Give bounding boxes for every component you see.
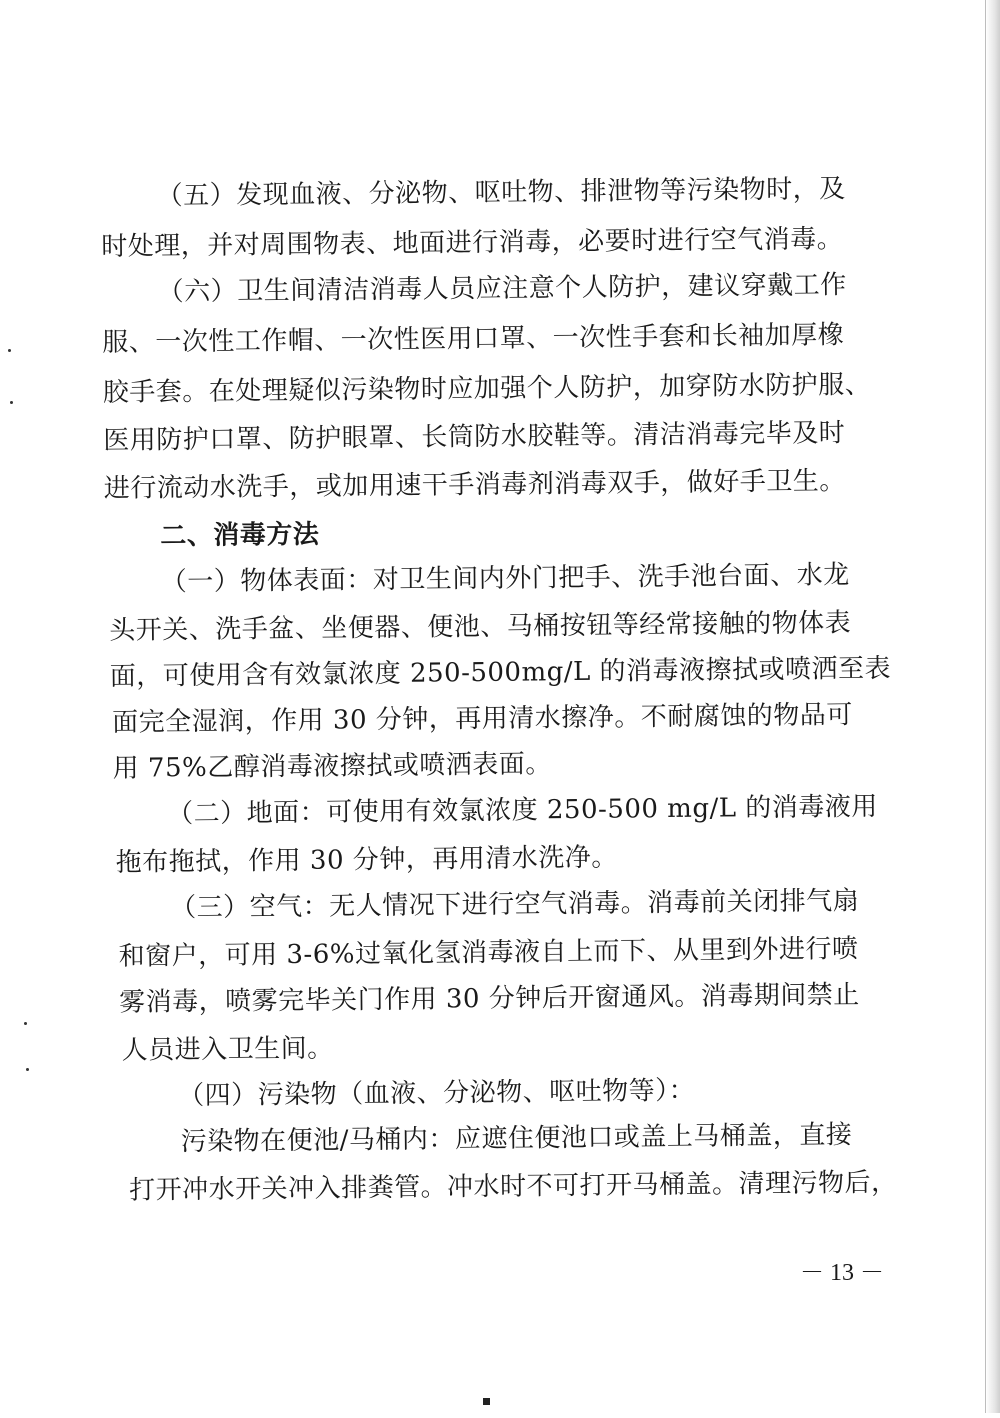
paragraph-6-line-5: 进行流动水洗手，或加用速干手消毒剂消毒双手，做好手卫生。 <box>103 466 846 504</box>
method-4-heading: （四）污染物（血液、分泌物、呕吐物等）： <box>177 1075 696 1112</box>
paragraph-6-line-3: 胶手套。在处理疑似污染物时应加强个人防护，加穿防水防护服、 <box>102 369 872 408</box>
method-2-line-2: 拖布拖拭，作用 30 分钟，再用清水洗净。 <box>115 842 618 878</box>
section-heading-disinfection-methods: 二、消毒方法 <box>160 519 320 552</box>
scan-speck <box>24 1022 27 1025</box>
scan-speck <box>10 401 13 404</box>
method-2-line-1: （二）地面：可使用有效氯浓度 250-500 mg/L 的消毒液用 <box>167 791 878 830</box>
method-3-line-1: （三）空气：无人情况下进行空气消毒。消毒前关闭排气扇 <box>170 886 860 924</box>
paragraph-5-line-1: （五）发现血液、分泌物、呕吐物、排泄物等污染物时，及 <box>156 174 846 212</box>
method-1-line-5: 用 75%乙醇消毒液擦拭或喷洒表面。 <box>112 749 552 784</box>
scan-speck <box>8 349 11 352</box>
paragraph-6-line-4: 医用防护口罩、防护眼罩、长筒防水胶鞋等。清洁消毒完毕及时 <box>103 418 846 456</box>
method-4-line-1: 污染物在便池/马桶内：应遮住便池口或盖上马桶盖，直接 <box>180 1120 853 1158</box>
method-1-line-3: 面，可使用含有效氯浓度 250-500mg/L 的消毒液擦拭或喷洒至表 <box>109 653 892 692</box>
scan-bottom-mark <box>483 1398 490 1405</box>
method-1-line-1: （一）物体表面：对卫生间内外门把手、洗手池台面、水龙 <box>160 560 850 598</box>
method-3-line-3: 雾消毒，喷雾完毕关门作用 30 分钟后开窗通风。消毒期间禁止 <box>118 980 860 1018</box>
paragraph-6-line-1: （六）卫生间清洁消毒人员应注意个人防护，建议穿戴工作 <box>157 270 847 308</box>
paragraph-5-line-2: 时处理，并对周围物表、地面进行消毒，必要时进行空气消毒。 <box>101 224 844 262</box>
method-3-line-4: 人员进入卫生间。 <box>121 1033 334 1066</box>
method-4-line-2: 打开冲水开关冲入排粪管。冲水时不可打开马桶盖。清理污物后， <box>128 1167 898 1206</box>
paragraph-6-line-2: 服、一次性工作帽、一次性医用口罩、一次性手套和长袖加厚橡 <box>102 320 845 358</box>
scan-speck <box>26 1068 29 1071</box>
method-1-line-4: 面完全湿润，作用 30 分钟，再用清水擦净。不耐腐蚀的物品可 <box>112 700 853 738</box>
method-1-line-2: 头开关、洗手盆、坐便器、便池、马桶按钮等经常接触的物体表 <box>109 608 852 646</box>
method-3-line-2: 和窗户，可用 3-6%过氧化氢消毒液自上而下、从里到外进行喷 <box>118 934 859 972</box>
page-number: － 13 － <box>800 1260 884 1286</box>
